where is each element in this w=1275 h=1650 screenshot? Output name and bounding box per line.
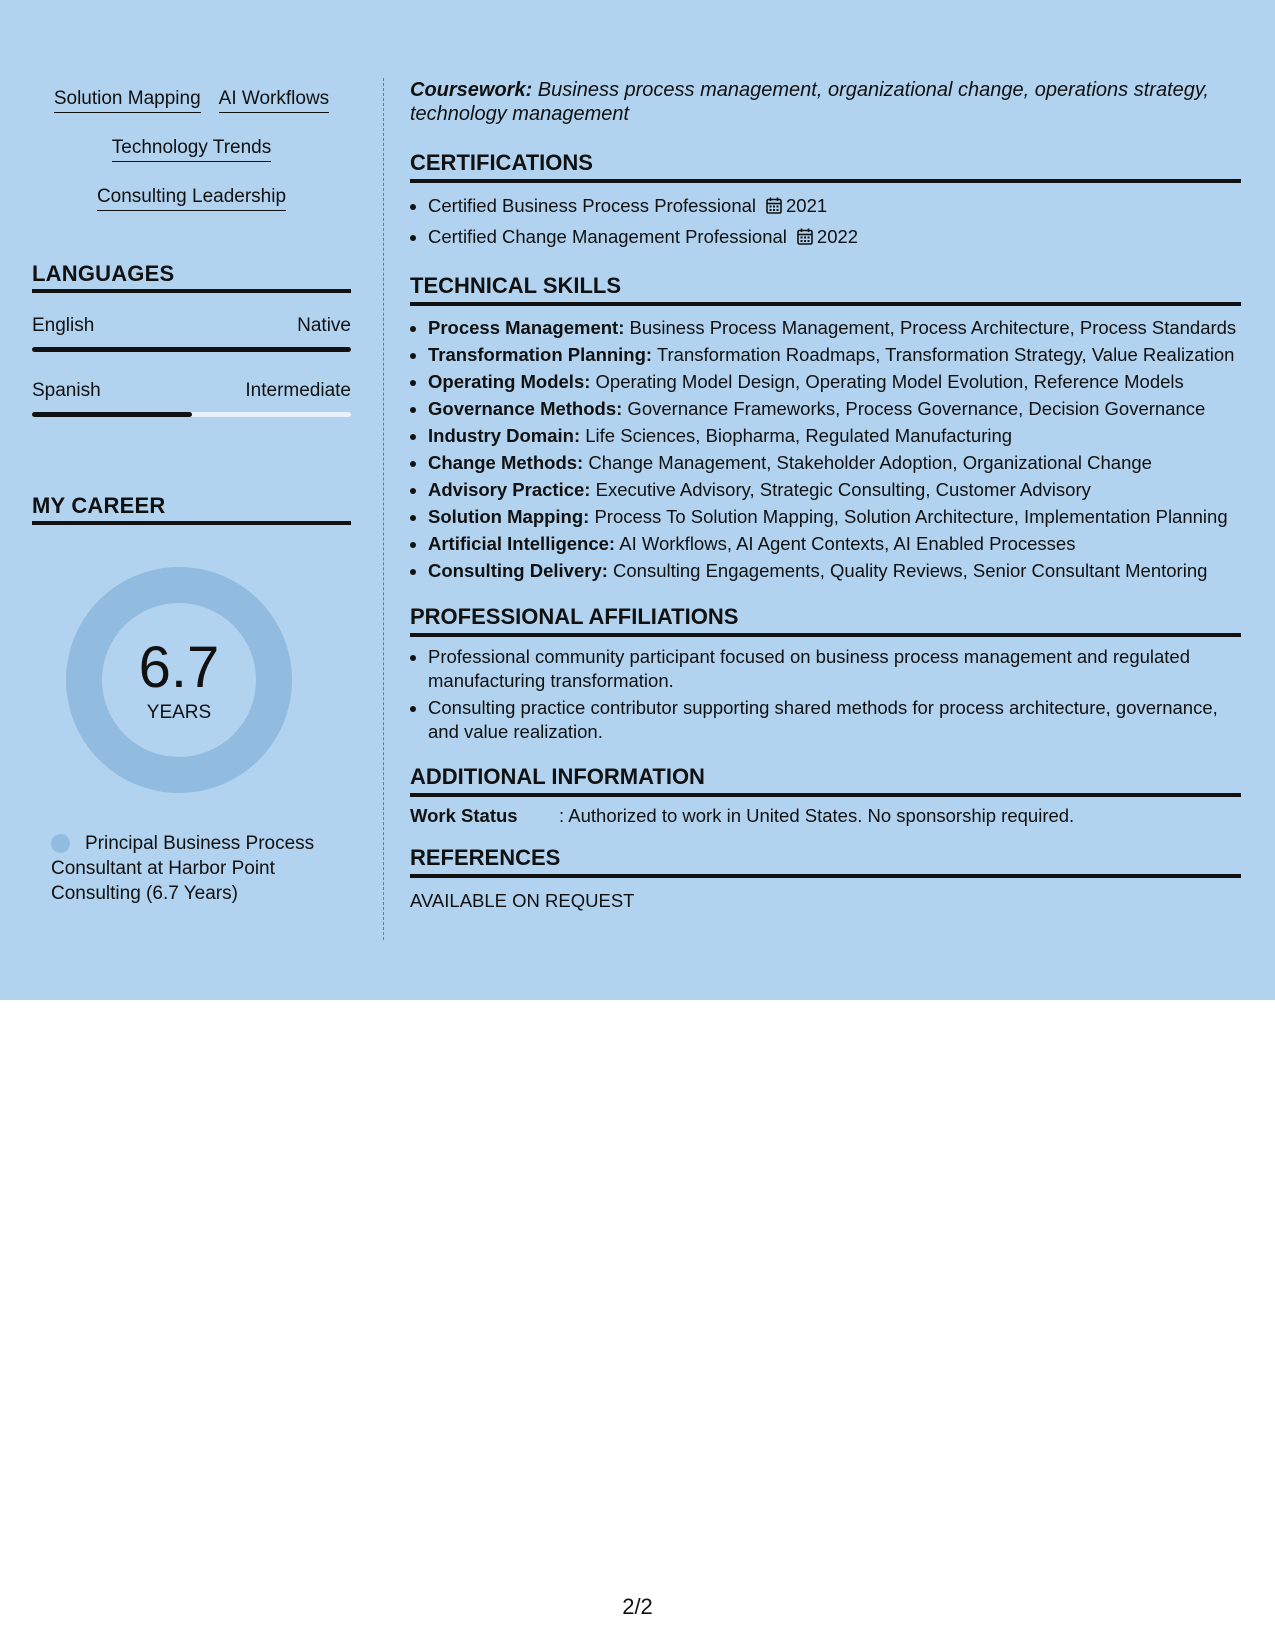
- skill-label: Advisory Practice:: [428, 479, 591, 500]
- skill-label: Change Methods:: [428, 452, 584, 473]
- tag-solution-mapping: Solution Mapping: [54, 88, 201, 113]
- tag-technology-trends: Technology Trends: [112, 137, 272, 162]
- list-item: [428, 395, 1241, 422]
- career-years-donut: [66, 567, 292, 793]
- list-item: [428, 530, 1241, 557]
- list-item: [428, 191, 1241, 222]
- language-name: Spanish: [32, 380, 101, 401]
- work-status-value: : Authorized to work in United States. No sponsorship required.: [559, 805, 1075, 826]
- technical-skills-list: [410, 314, 1241, 584]
- right-column: [410, 78, 1241, 912]
- left-column: [32, 78, 351, 906]
- cert-year: 2022: [816, 226, 859, 247]
- language-bar-fill: [32, 347, 351, 352]
- skill-text: Process To Solution Mapping, Solution Architecture, Implementation Planning: [589, 506, 1228, 527]
- work-status-label: Work Status: [410, 805, 518, 826]
- page-number: 2/2: [622, 1594, 653, 1619]
- cert-year: 2021: [786, 195, 828, 216]
- skill-text: Executive Advisory, Strategic Consulting, Customer Advisory: [590, 479, 1091, 500]
- additional-info-heading: ADDITIONAL INFORMATION: [410, 764, 1241, 797]
- skill-label: Consulting Delivery:: [428, 560, 608, 581]
- affiliations-heading: PROFESSIONAL AFFILIATIONS: [410, 604, 1241, 637]
- references-heading: REFERENCES: [410, 845, 1241, 878]
- skill-text: Consulting Engagements, Quality Reviews, Senior Consultant Mentoring: [607, 560, 1208, 581]
- language-row-spanish: [32, 380, 351, 402]
- tag-ai-workflows: AI Workflows: [219, 88, 330, 113]
- skill-label: Artificial Intelligence:: [428, 533, 616, 554]
- list-item: [428, 449, 1241, 476]
- list-item: • Professional community participant focused on business process management and regulated manufacturing transformation.: [428, 645, 1241, 693]
- technical-skills-heading: TECHNICAL SKILLS: [410, 273, 1241, 306]
- skill-label: Transformation Planning:: [428, 344, 653, 365]
- affiliations-list: [410, 645, 1241, 744]
- coursework-text: Business process management, organizational change, operations strategy, technology management: [410, 79, 1209, 125]
- list-item: [428, 222, 1241, 253]
- skill-text: Transformation Roadmaps, Transformation Strategy, Value Realization: [652, 344, 1235, 365]
- list-item: [428, 503, 1241, 530]
- list-item: [428, 341, 1241, 368]
- skill-text: Life Sciences, Biopharma, Regulated Manufacturing: [580, 425, 1013, 446]
- languages-section: [32, 261, 351, 417]
- language-level: Native: [297, 315, 351, 336]
- language-bar-english: [32, 347, 351, 352]
- career-dot-icon: [51, 834, 70, 853]
- calendar-icon: [766, 193, 782, 222]
- language-name: English: [32, 315, 95, 336]
- skill-text: AI Workflows, AI Agent Contexts, AI Enabled Processes: [615, 533, 1076, 554]
- column-divider: [383, 78, 384, 940]
- certifications-heading: CERTIFICATIONS: [410, 150, 1241, 183]
- skill-label: Operating Models:: [428, 371, 591, 392]
- work-status-row: [410, 805, 1241, 827]
- tag-consulting-leadership: Consulting Leadership: [97, 186, 286, 211]
- list-item: [428, 557, 1241, 584]
- list-item: [428, 422, 1241, 449]
- language-bar-fill: [32, 412, 192, 417]
- cert-name: Certified Business Process Professional: [428, 195, 757, 216]
- skill-tags: [32, 78, 351, 225]
- career-entry-text: Principal Business Process Consultant at Harbor Point Consulting (6.7 Years): [51, 833, 315, 904]
- career-years-unit: YEARS: [146, 702, 212, 723]
- list-item: [428, 368, 1241, 395]
- skill-text: Change Management, Stakeholder Adoption, Organizational Change: [583, 452, 1152, 473]
- language-level: Intermediate: [245, 380, 351, 401]
- language-row-english: [32, 315, 351, 337]
- certifications-list: [410, 191, 1241, 253]
- skill-text: Business Process Management, Process Architecture, Process Standards: [624, 317, 1237, 338]
- skill-label: Solution Mapping:: [428, 506, 590, 527]
- language-bar-spanish: [32, 412, 351, 417]
- coursework: [410, 78, 1241, 126]
- calendar-icon: [797, 224, 813, 253]
- career-heading: MY CAREER: [32, 493, 351, 525]
- list-item: • Consulting practice contributor supporting shared methods for process architecture, governance, and value realization.: [428, 696, 1241, 744]
- list-item: [428, 476, 1241, 503]
- skill-text: Governance Frameworks, Process Governance, Decision Governance: [622, 398, 1206, 419]
- skill-label: Process Management:: [428, 317, 625, 338]
- career-entry: [51, 831, 351, 906]
- coursework-label: Coursework:: [410, 79, 533, 101]
- languages-heading: LANGUAGES: [32, 261, 351, 293]
- career-years-value: 6.7: [138, 635, 220, 700]
- skill-text: Operating Model Design, Operating Model Evolution, Reference Models: [590, 371, 1184, 392]
- skill-label: Governance Methods:: [428, 398, 623, 419]
- skill-label: Industry Domain:: [428, 425, 581, 446]
- cert-name: Certified Change Management Professional: [428, 226, 787, 247]
- references-text: AVAILABLE ON REQUEST: [410, 890, 635, 911]
- list-item: [428, 314, 1241, 341]
- career-section: [32, 493, 351, 906]
